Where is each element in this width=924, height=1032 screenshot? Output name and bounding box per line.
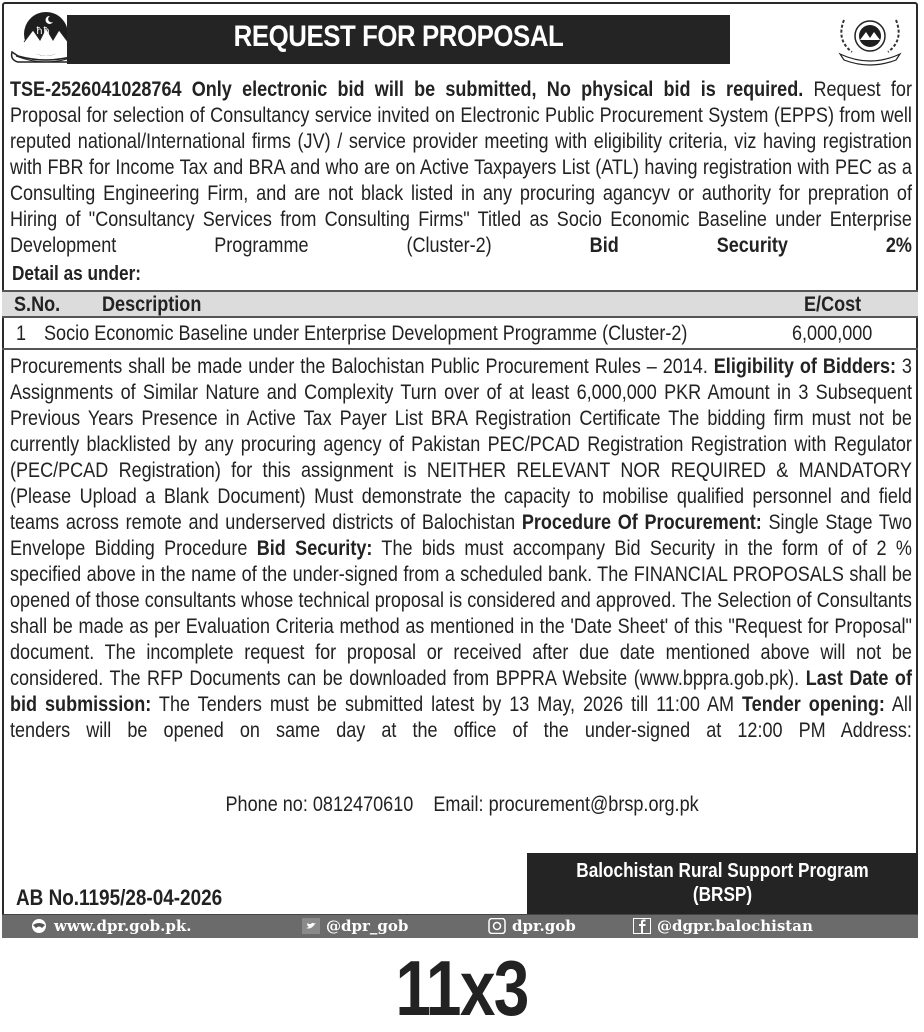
facebook-label: @dgpr.balochistan [657,917,813,935]
intro-paragraph [10,77,912,285]
bid-security-label: Bid Security: [256,537,373,560]
table-header [2,290,918,318]
organization-abbr: (BRSP) [692,884,753,906]
row-description: Socio Economic Baseline under Enterprise Development Programme (Cluster-2) [44,322,688,345]
facebook-link[interactable] [633,917,813,935]
tender-opening-label: Tender opening: [741,693,885,716]
eligibility-text: 3 Assignments of Similar Nature and Complexity Turn over of at least 6,000,000 PKR Amount in 3 Subsequent Previous Years Presence in Active Tax Payer List BRA Registration Certificate The bidding firm must not be currently blacklisted by any procuring agency of Pakistan PEC/PCAD Registration Registration with Regulator (PEC/PCAD Registration) for this assignment is NEITHER RELEVANT NOR REQUIRED & MANDATORY (Please Upload a Blank Document) Must demonstrate the capacity to mobilise qualified personnel and field teams across remote and underserved districts of Balochistan [10,355,912,534]
website-label: www.dpr.gob.pk. [54,917,192,935]
facebook-icon [633,918,651,934]
tender-opening-text: All tenders will be opened on same day at the office of the under-signed at 12:00 PM Address: [10,693,912,742]
contact-text: Phone no: 0812470610 Email: procurement@brsp.org.pk [225,793,699,816]
terms-paragraph [10,354,912,770]
instagram-label: dpr.gob [512,917,576,935]
website-link[interactable] [30,917,191,935]
twitter-icon [302,918,320,934]
last-date-label: Last Date of bid submission: [10,667,912,716]
twitter-label: @dpr_gob [326,917,409,935]
organization-name: Balochistan Rural Support Program [576,860,869,882]
header-description: Description [102,293,202,316]
table-row [2,318,918,350]
instagram-icon [488,918,506,934]
intro-body: Request for Proposal for selection of Consultancy service invited on Electronic Public Procurement System (EPPS) from well reputed national/International firms (JV) / service provider meeting with eligibility criteria, viz having registration with FBR for Income Tax and BRA and who are on Active Taxpayers List (ATL) having registration with PEC as a Consulting Engineering Firm, and are not black listed in any procuring agancyv or authority for prepration of Hiring of "Consultancy Services from Consulting Firms" Titled as Socio Economic Baseline under Enterprise Development Programme (Cluster-2) [10,78,912,257]
procurement-rules: Procurements shall be made under the Balochistan Public Procurement Rules – 2014. [10,355,714,378]
title-banner [67,15,730,64]
instagram-link[interactable] [488,917,576,935]
procedure-label: Procedure Of Procurement: [521,511,762,534]
ab-number: AB No.1195/28-04-2026 [16,885,223,910]
dgpr-emblem-icon [830,6,910,70]
header-sno: S.No. [14,293,61,316]
header-cost: E/Cost [804,293,862,316]
contact-line [0,793,924,817]
row-sno: 1 [16,322,27,345]
eligibility-label: Eligibility of Bidders: [713,355,896,378]
bid-security-text: The bids must accompany Bid Security in the form of of 2 % specified above in the name of the under-signed from a scheduled bank. The FINANCIAL PROPOSALS shall be opened of those consultants whose technical proposal is considered and approved. The Selection of Consultants shall be made as per Evaluation Criteria method as mentioned in the 'Date Sheet' of this "Request for Proposal" document. The incomplete request for proposal or received after due date mentioned above will not be considered. The RFP Documents can be downloaded from BPPRA Website (www.bppra.gob.pk). [10,537,912,690]
row-cost: 6,000,000 [792,322,873,345]
ad-size-text: 11x3 [395,944,529,1032]
page-title: REQUEST FOR PROPOSAL [233,20,564,53]
globe-icon [30,918,48,934]
procedure-text: Single Stage Two Envelope Bidding Procedure [10,511,912,560]
svg-text:ħħ: ħħ [36,26,50,37]
organization-box [527,853,918,915]
twitter-link[interactable] [302,917,408,935]
tender-notice: TSE-2526041028764 Only electronic bid will be submitted, No physical bid is required. [10,78,804,101]
ad-size-label [0,944,924,1032]
detail-label: Detail as under: [12,263,142,285]
last-date-text: The Tenders must be submitted latest by 13 May, 2026 till 11:00 AM [151,693,742,716]
social-footer-bar [2,914,918,938]
bid-security-highlight: Bid Security 2% [589,234,912,257]
